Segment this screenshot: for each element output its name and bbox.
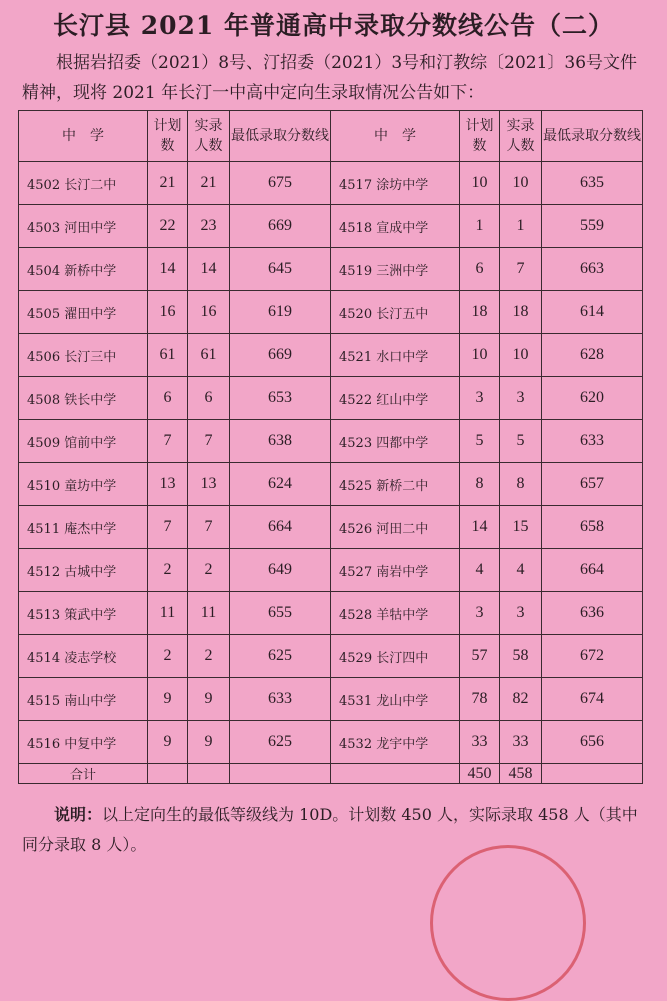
right-score-cell: 672 [542,635,643,678]
right-school-cell: 4525 新桥二中 [331,463,460,506]
left-score-cell: 625 [230,721,331,764]
left-school-cell: 4504 新桥中学 [19,248,148,291]
right-school-cell: 4526 河田二中 [331,506,460,549]
right-actual-cell: 5 [500,420,542,463]
right-plan-cell: 6 [460,248,500,291]
left-plan-cell: 7 [148,506,188,549]
left-school-cell: 4515 南山中学 [19,678,148,721]
right-school-cell: 4529 长汀四中 [331,635,460,678]
right-score-cell: 664 [542,549,643,592]
left-actual-cell: 7 [188,420,230,463]
left-score-cell: 619 [230,291,331,334]
table-row [19,721,643,764]
total-left-plan [148,764,188,784]
right-plan-cell: 57 [460,635,500,678]
left-school-cell: 4512 古城中学 [19,549,148,592]
right-plan-cell: 18 [460,291,500,334]
total-right-school [331,764,460,784]
right-plan-cell: 5 [460,420,500,463]
right-score-cell: 636 [542,592,643,635]
right-actual-cell: 10 [500,162,542,205]
table-row [19,463,643,506]
left-school-cell: 4502 长汀二中 [19,162,148,205]
left-score-cell: 669 [230,334,331,377]
right-school-cell: 4520 长汀五中 [331,291,460,334]
right-score-cell: 633 [542,420,643,463]
left-actual-cell: 13 [188,463,230,506]
right-score-cell: 663 [542,248,643,291]
table-row [19,678,643,721]
right-score-cell: 628 [542,334,643,377]
right-school-cell: 4523 四都中学 [331,420,460,463]
left-school-cell: 4516 中复中学 [19,721,148,764]
left-score-cell: 625 [230,635,331,678]
table-row [19,248,643,291]
header-plan: 计划数 [148,111,188,162]
left-score-cell: 624 [230,463,331,506]
right-actual-cell: 15 [500,506,542,549]
right-school-cell: 4521 水口中学 [331,334,460,377]
table-row [19,592,643,635]
left-plan-cell: 13 [148,463,188,506]
right-score-cell: 635 [542,162,643,205]
left-actual-cell: 21 [188,162,230,205]
right-plan-cell: 4 [460,549,500,592]
right-school-cell: 4527 南岩中学 [331,549,460,592]
table-row [19,635,643,678]
left-plan-cell: 2 [148,549,188,592]
right-actual-cell: 3 [500,377,542,420]
left-actual-cell: 9 [188,678,230,721]
left-score-cell: 649 [230,549,331,592]
left-plan-cell: 11 [148,592,188,635]
right-plan-cell: 14 [460,506,500,549]
right-plan-cell: 78 [460,678,500,721]
total-plan: 450 [460,764,500,784]
left-plan-cell: 14 [148,248,188,291]
right-school-cell: 4518 宣成中学 [331,205,460,248]
header-plan: 计划数 [460,111,500,162]
left-plan-cell: 2 [148,635,188,678]
right-score-cell: 620 [542,377,643,420]
right-actual-cell: 33 [500,721,542,764]
note-paragraph [22,800,647,860]
left-plan-cell: 6 [148,377,188,420]
right-school-cell: 4531 龙山中学 [331,678,460,721]
left-actual-cell: 2 [188,635,230,678]
left-score-cell: 653 [230,377,331,420]
header-actual: 实录人数 [188,111,230,162]
left-actual-cell: 2 [188,549,230,592]
right-actual-cell: 4 [500,549,542,592]
table-row [19,377,643,420]
table-row [19,549,643,592]
left-actual-cell: 9 [188,721,230,764]
left-actual-cell: 23 [188,205,230,248]
official-seal [430,845,586,1001]
left-score-cell: 675 [230,162,331,205]
left-school-cell: 4506 长汀三中 [19,334,148,377]
right-score-cell: 614 [542,291,643,334]
left-score-cell: 655 [230,592,331,635]
note-text: 以上定向生的最低等级线为 10D。计划数 450 人，实际录取 458 人（其中同分录取 8 人）。 [22,805,638,854]
left-plan-cell: 9 [148,721,188,764]
total-left-score [230,764,331,784]
right-actual-cell: 18 [500,291,542,334]
table-row [19,420,643,463]
right-school-cell: 4519 三洲中学 [331,248,460,291]
left-school-cell: 4511 庵杰中学 [19,506,148,549]
right-plan-cell: 1 [460,205,500,248]
total-row [19,764,643,784]
right-plan-cell: 10 [460,162,500,205]
left-actual-cell: 16 [188,291,230,334]
right-plan-cell: 3 [460,592,500,635]
left-actual-cell: 6 [188,377,230,420]
table-row [19,334,643,377]
table-row [19,291,643,334]
right-school-cell: 4532 龙宇中学 [331,721,460,764]
left-school-cell: 4513 策武中学 [19,592,148,635]
total-actual: 458 [500,764,542,784]
total-right-score [542,764,643,784]
left-school-cell: 4503 河田中学 [19,205,148,248]
total-left-actual [188,764,230,784]
left-school-cell: 4508 铁长中学 [19,377,148,420]
right-plan-cell: 3 [460,377,500,420]
right-plan-cell: 33 [460,721,500,764]
right-actual-cell: 8 [500,463,542,506]
header-min-score: 最低录取分数线 [542,111,643,162]
right-school-cell: 4517 涂坊中学 [331,162,460,205]
table-row [19,506,643,549]
left-score-cell: 645 [230,248,331,291]
page-title: 长汀县 2021 年普通高中录取分数线公告（二） [53,11,614,40]
left-school-cell: 4510 童坊中学 [19,463,148,506]
left-score-cell: 669 [230,205,331,248]
left-score-cell: 638 [230,420,331,463]
table-row [19,162,643,205]
right-score-cell: 559 [542,205,643,248]
header-min-score: 最低录取分数线 [230,111,331,162]
score-table [18,110,643,784]
left-plan-cell: 16 [148,291,188,334]
left-plan-cell: 21 [148,162,188,205]
total-label: 合计 [19,764,148,784]
intro-paragraph: 根据岩招委（2021）8号、汀招委（2021）3号和汀教综〔2021〕36号文件精神，现将 2021 年长汀一中高中定向生录取情况公告如下： [22,53,638,103]
left-school-cell: 4505 濯田中学 [19,291,148,334]
left-actual-cell: 7 [188,506,230,549]
right-actual-cell: 58 [500,635,542,678]
left-score-cell: 633 [230,678,331,721]
left-plan-cell: 9 [148,678,188,721]
left-score-cell: 664 [230,506,331,549]
right-actual-cell: 1 [500,205,542,248]
left-school-cell: 4514 凌志学校 [19,635,148,678]
right-score-cell: 674 [542,678,643,721]
right-score-cell: 658 [542,506,643,549]
header-school: 中 学 [331,111,460,162]
left-plan-cell: 61 [148,334,188,377]
right-actual-cell: 10 [500,334,542,377]
right-score-cell: 657 [542,463,643,506]
header-actual: 实录人数 [500,111,542,162]
right-plan-cell: 8 [460,463,500,506]
left-plan-cell: 7 [148,420,188,463]
left-actual-cell: 14 [188,248,230,291]
right-score-cell: 656 [542,721,643,764]
note-label: 说明： [54,805,103,824]
right-school-cell: 4528 羊牯中学 [331,592,460,635]
right-plan-cell: 10 [460,334,500,377]
right-actual-cell: 82 [500,678,542,721]
left-actual-cell: 61 [188,334,230,377]
right-school-cell: 4522 红山中学 [331,377,460,420]
right-actual-cell: 3 [500,592,542,635]
right-actual-cell: 7 [500,248,542,291]
table-header-row [19,111,643,162]
left-actual-cell: 11 [188,592,230,635]
left-plan-cell: 22 [148,205,188,248]
table-row [19,205,643,248]
left-school-cell: 4509 馆前中学 [19,420,148,463]
header-school: 中 学 [19,111,148,162]
